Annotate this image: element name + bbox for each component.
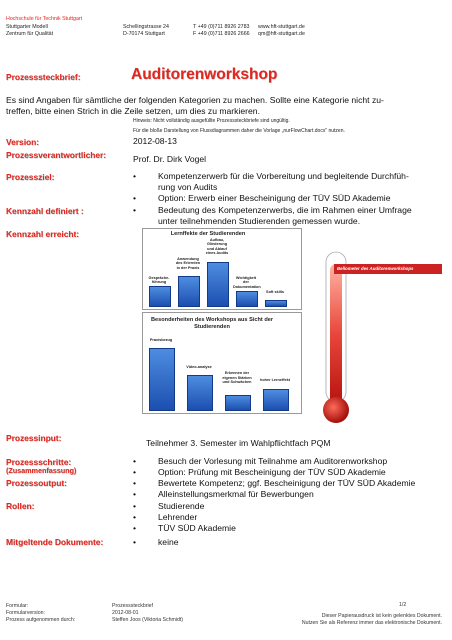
kpi-reached-label: Kennzahl erreicht: (6, 229, 80, 239)
header-line: F +49 (0)711 8926 2666 (193, 31, 250, 37)
bar-label: Gespräche-führung (148, 275, 170, 284)
bar (236, 291, 258, 307)
header-line: qm@hft-stuttgart.de (258, 31, 305, 37)
list-item: Option: Prüfung mit Bescheinigung der TÜV SÜD Akademie (158, 467, 386, 477)
list-item: Alleinstellungsmerkmal für Bewerbungen (158, 489, 314, 499)
header-line: Schellingstrasse 24 (123, 24, 169, 30)
bar-label: Anwendung des Erlernten in der Praxis (175, 256, 201, 270)
bar (149, 348, 175, 411)
list-item: keine (158, 537, 179, 547)
bullet: • (133, 501, 137, 511)
list-item: Kompetenzerwerb für die Vorbereitung und begleitende Durchfüh- (158, 171, 409, 181)
chart-workshop-features (142, 312, 302, 414)
input-value: Teilnehmer 3. Semester im Wahlpflichtfach PQM (146, 438, 331, 448)
page-number: 1/2 (399, 602, 407, 608)
header-col-3 (193, 24, 250, 38)
list-item: Bedeutung des Kompetenzerwerbs, die im Rahmen einer Umfrage (158, 205, 412, 215)
input-label: Prozessinput: (6, 433, 62, 443)
owner-label: Prozessverantwortlicher: (6, 150, 107, 160)
notes (133, 118, 345, 134)
footer-labels (6, 603, 75, 624)
output-label: Prozessoutput: (6, 478, 67, 488)
docs-list (133, 537, 443, 549)
list-item: TÜV SÜD Akademie (158, 523, 236, 533)
thermo-label: Bellometer des Auditorenworkshops (337, 266, 414, 271)
bar (178, 276, 200, 307)
footer-label: Formular: (6, 603, 29, 609)
roles-label: Rollen: (6, 501, 35, 511)
list-item: Option: Erwerb einer Bescheinigung der TÜV SÜD Akademie (158, 193, 391, 203)
warning-line: Nutzen Sie als Referenz immer das elektronische Dokument. (301, 620, 442, 626)
bullet: • (133, 171, 137, 181)
footer-label: Prozess aufgenommen durch: (6, 617, 76, 623)
intro-line: treffen, bitte einen Strich in die Zeile setzen, um dies zu markieren. (6, 106, 260, 116)
goal-list (133, 171, 443, 205)
page-title: Auditorenworkshop (131, 66, 278, 83)
header-line: Zentrum für Qualität (6, 31, 54, 37)
header-col-1 (6, 24, 53, 38)
bar (149, 286, 171, 307)
intro-line: Es sind Angaben für sämtliche der folgenden Kategorien zu machen. Sollte eine Kategorie nicht zu- (6, 95, 384, 105)
goal-label: Prozessziel: (6, 172, 55, 182)
bullet: • (133, 205, 137, 215)
docs-label: Mitgeltende Dokumente: (6, 537, 104, 547)
bar-label: Video-analyse (186, 364, 212, 369)
bullet: • (133, 489, 137, 499)
footer-label: Formularversion: (6, 610, 45, 616)
version-label: Version: (6, 137, 40, 147)
footer-value: Prozesssteckbrief (112, 603, 153, 609)
list-item: unter teilnehmenden Studierenden gemessen wurde. (158, 216, 361, 226)
header-col-2 (123, 24, 169, 38)
bar-label: Wichtigkeit der Dokumentation (233, 275, 261, 289)
note-line: Für die bloße Darstellung von Flussdiagrammen daher die Vorlage „nurFlowChart.docx" nutzen. (133, 127, 345, 134)
bar-label: Soft skills (266, 290, 284, 294)
owner-value: Prof. Dr. Dirk Vogel (133, 154, 207, 164)
thermometer-graphic (320, 250, 410, 425)
footer-value: 2012-08-01 (112, 610, 139, 616)
footer-warning (260, 613, 442, 627)
output-list (133, 478, 443, 502)
bullet: • (133, 193, 137, 203)
bar (263, 389, 289, 411)
footer-values (112, 603, 183, 624)
kpi-defined-label: Kennzahl definiert : (6, 206, 84, 216)
chart-plot (143, 229, 301, 309)
header-line: T +49 (0)711 8926 2783 (193, 24, 250, 30)
bullet: • (133, 512, 137, 522)
bar (265, 300, 287, 307)
bar (207, 262, 229, 307)
list-item: rung von Audits (158, 182, 218, 192)
thermometer-fill (330, 264, 342, 404)
kpi-defined-list (133, 205, 443, 229)
bullet: • (133, 456, 137, 466)
bullet: • (133, 523, 137, 533)
bar (225, 395, 251, 411)
list-item: Besuch der Vorlesung mit Teilnahme am Auditorenworkshop (158, 456, 388, 466)
chart-title: Besonderheiten des Workshops aus Sicht der Studierenden (150, 317, 274, 330)
bullet: • (133, 478, 137, 488)
version-value: 2012-08-13 (133, 136, 177, 146)
intro-text (6, 95, 384, 117)
bullet: • (133, 467, 137, 477)
chart-learning-effects (142, 228, 302, 310)
footer-value: Steffen Joos (Viktoria Schmidt) (112, 617, 184, 623)
steps-label: Prozessschritte: (6, 457, 72, 467)
bar (187, 375, 213, 411)
org-name: Hochschule für Technik Stuttgart (6, 16, 83, 22)
steps-sublabel: (Zusammenfassung) (6, 466, 77, 475)
bar-label: Praxisbezug (149, 337, 173, 342)
bullet: • (133, 537, 137, 547)
header-col-4 (258, 24, 305, 38)
bar-label: Erkennen der eigenen Stärken und Schwächen (222, 371, 252, 385)
list-item: Lehrender (158, 512, 198, 522)
steps-list (133, 456, 443, 480)
list-item: Bewertete Kompetenz; ggf. Bescheinigung der TÜV SÜD Akademie (158, 478, 416, 488)
bar-label: Aufbau, Gliederung und Ablauf eines Audits (205, 238, 229, 256)
chart-title: Lernffekte der Studierenden (170, 231, 246, 237)
note-line: Hinweis: Nicht vollständig ausgefüllte Prozesssteckbriefe sind ungültig. (133, 118, 290, 124)
roles-list (133, 501, 443, 535)
chart-plot (143, 313, 301, 413)
header-line: D-70174 Stuttgart (123, 31, 165, 37)
header-line: www.hft-stuttgart.de (258, 24, 305, 30)
title-label: Prozesssteckbrief: (6, 72, 81, 82)
bar-label: hoher Lerneffekt (260, 378, 290, 383)
list-item: Studierende (158, 501, 205, 511)
header-line: Stuttgarter Modell (6, 24, 48, 30)
warning-line: Dieser Papierausdruck ist kein gelenktes Dokument. (321, 613, 442, 619)
thermometer-bulb (323, 397, 349, 423)
